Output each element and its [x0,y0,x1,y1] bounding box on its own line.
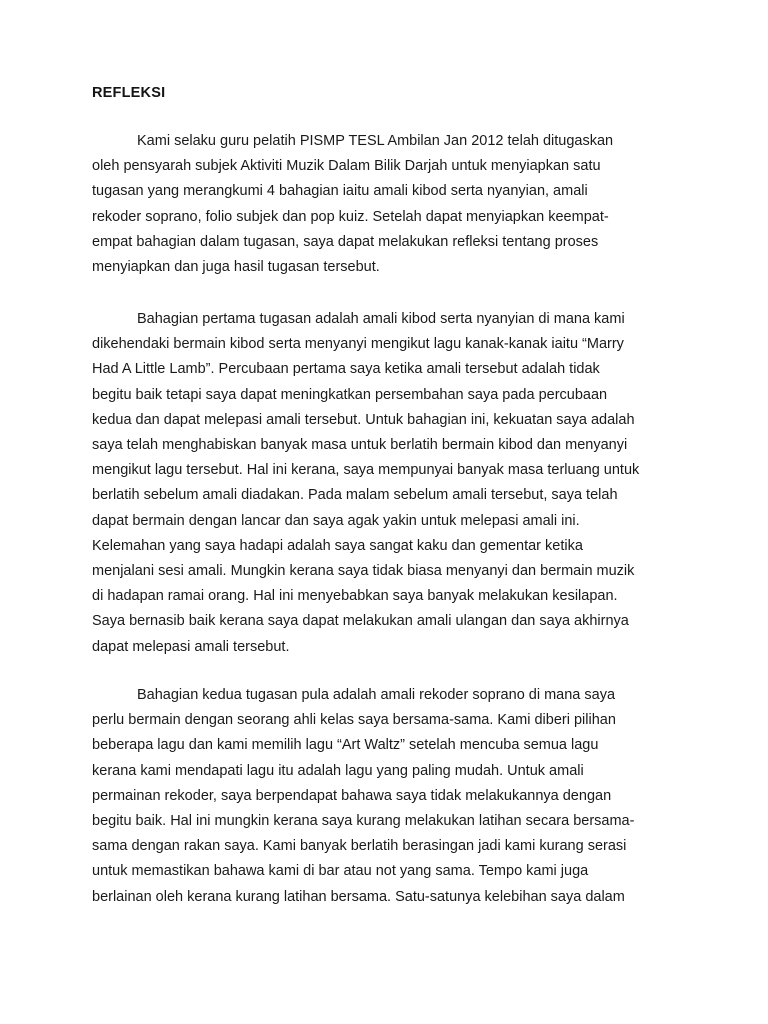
paragraph-line: untuk memastikan bahawa kami di bar atau not yang sama. Tempo kami juga [92,863,589,880]
paragraph-line: rekoder soprano, folio subjek dan pop kuiz. Setelah dapat menyiapkan keempat- [92,208,609,225]
paragraph-line: dikehendaki bermain kibod serta menyanyi mengikut lagu kanak-kanak iaitu “Marry [92,336,624,353]
paragraph-line: begitu baik tetapi saya dapat meningkatkan persembahan saya pada percubaan [92,386,608,403]
paragraph-first-line: Bahagian pertama tugasan adalah amali kibod serta nyanyian di mana kami [137,311,625,327]
paragraph-line: di hadapan ramai orang. Hal ini menyebabkan saya banyak melakukan kesilapan. [92,588,618,605]
paragraph-line: mengikut lagu tersebut. Hal ini kerana, saya mempunyai banyak masa terluang untuk [92,462,640,479]
paragraph-line: kerana kami mendapati lagu itu adalah lagu yang paling mudah. Untuk amali [92,762,584,779]
paragraph-line: dapat melepasi amali tersebut. [92,638,290,655]
paragraph-line: tugasan yang merangkumi 4 bahagian iaitu amali kibod serta nyanyian, amali [92,183,588,200]
paragraph-line: Had A Little Lamb”. Percubaan pertama saya ketika amali tersebut adalah tidak [92,361,600,378]
paragraph-line: permainan rekoder, saya berpendapat bahawa saya tidak melakukannya dengan [92,787,612,804]
paragraph-first-line: Kami selaku guru pelatih PISMP TESL Ambilan Jan 2012 telah ditugaskan [137,133,614,149]
paragraph-line: beberapa lagu dan kami memilih lagu “Art Waltz” setelah mencuba semua lagu [92,737,599,754]
paragraph-line: perlu bermain dengan seorang ahli kelas saya bersama-sama. Kami diberi pilihan [92,712,616,729]
paragraph-line: menyiapkan dan juga hasil tugasan tersebut. [92,259,380,275]
paragraph-line: Kelemahan yang saya hadapi adalah saya sangat kaku dan gementar ketika [92,537,583,554]
paragraph-line: Saya bernasib baik kerana saya dapat melakukan amali ulangan dan saya akhirnya [92,613,629,630]
paragraph-line: berlainan oleh kerana kurang latihan bersama. Satu-satunya kelebihan saya dalam [92,888,625,905]
paragraph-line: empat bahagian dalam tugasan, saya dapat melakukan refleksi tentang proses [92,233,599,250]
paragraph-first-line: Bahagian kedua tugasan pula adalah amali rekoder soprano di mana saya [137,687,616,703]
paragraph-line: dapat bermain dengan lancar dan saya agak yakin untuk melepasi amali ini. [92,512,580,529]
paragraph-line: berlatih sebelum amali diadakan. Pada malam sebelum amali tersebut, saya telah [92,487,618,504]
page-title: REFLEKSI [92,85,166,101]
paragraph-line: menjalani sesi amali. Mungkin kerana saya tidak biasa menyanyi dan bermain muzik [92,563,635,579]
paragraph-line: oleh pensyarah subjek Aktiviti Muzik Dalam Bilik Darjah untuk menyiapkan satu [92,158,601,175]
paragraph-line: saya telah menghabiskan banyak masa untuk berlatih bermain kibod dan menyanyi [92,437,628,453]
paragraph-line: kedua dan dapat melepasi amali tersebut. Untuk bahagian ini, kekuatan saya adalah [92,411,635,428]
paragraph-line: sama dengan rakan saya. Kami banyak berlatih berasingan jadi kami kurang serasi [92,838,627,855]
paragraph-line: begitu baik. Hal ini mungkin kerana saya kurang melakukan latihan secara bersama- [92,813,635,829]
